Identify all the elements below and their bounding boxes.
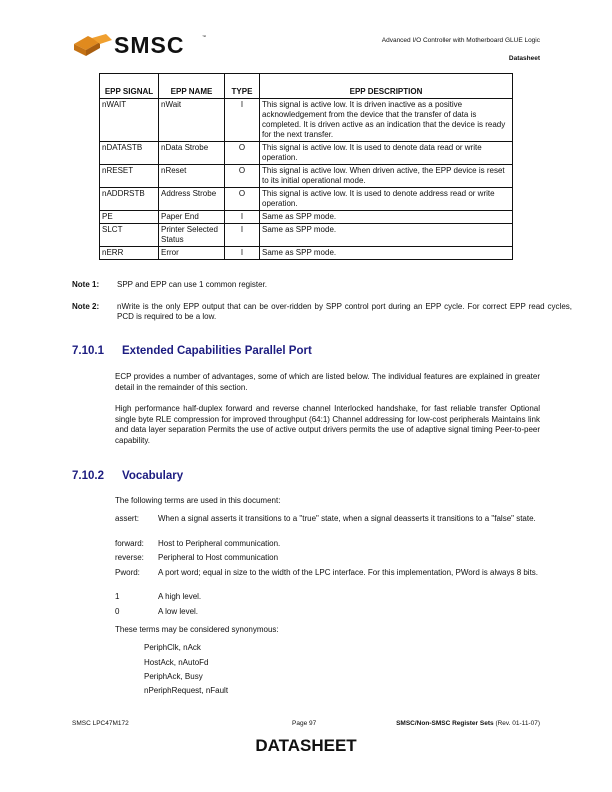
vocab-term: forward: bbox=[115, 539, 144, 548]
vocab-definition: A port word; equal in size to the width of the LPC interface. For this implementation, PWord is always 8 bits. bbox=[158, 568, 539, 577]
footer-part-number: SMSC LPC47M172 bbox=[72, 720, 129, 727]
synonym-item: HostAck, nAutoFd bbox=[144, 658, 209, 667]
footer-section: SMSC/Non-SMSC Register Sets (Rev. 01-11-07) bbox=[396, 720, 540, 727]
table-row: nADDRSTB Address Strobe O This signal is active low. It is used to denote address read or write operation. bbox=[100, 188, 513, 211]
table-header-row bbox=[100, 74, 513, 99]
epp-signal-table bbox=[99, 73, 513, 260]
synonym-item: PeriphAck, Busy bbox=[144, 672, 203, 681]
table-row: nRESET nReset O This signal is active low. When driven active, the EPP device is reset to its initial operational mode. bbox=[100, 165, 513, 188]
table-row: PE Paper End I Same as SPP mode. bbox=[100, 211, 513, 224]
synonyms-intro: These terms may be considered synonymous: bbox=[115, 625, 279, 634]
vocab-definition: A high level. bbox=[158, 592, 202, 601]
smsc-logo: SMSC ™ bbox=[74, 34, 112, 61]
ecp-features-paragraph: High performance half-duplex forward and reverse channel Interlocked handshake, for fast reliable transfer Optional single byte RLE compression for improved throughput (64:1) Channel addressing for low-cost peripherals Maintains link and data layer separation Permits the use of active output drivers permits the use of adaptive signal timing Peer-to-peer capability. bbox=[115, 404, 540, 445]
col-header: TYPE bbox=[225, 74, 260, 99]
smsc-logo-icon bbox=[74, 34, 112, 56]
vocab-term: assert: bbox=[115, 514, 140, 523]
footer-page-number: Page 97 bbox=[292, 720, 317, 727]
table-row: nWAIT nWait I This signal is active low. It is driven inactive as a positive acknowledgement from the device that the transfer of data is completed. It is driven active as an indication that the device is ready for the next transfer. bbox=[100, 99, 513, 142]
col-header: EPP DESCRIPTION bbox=[260, 74, 513, 99]
table-row: nDATASTB nData Strobe O This signal is active low. It is used to denote data read or write operation. bbox=[100, 142, 513, 165]
header-subtitle: Datasheet bbox=[508, 55, 540, 62]
table-row: SLCT Printer Selected Status I Same as SPP mode. bbox=[100, 224, 513, 247]
vocab-definition: When a signal asserts it transitions to a "true" state, when a signal deasserts it transitions to a "false" state. bbox=[158, 514, 536, 523]
table-row: nERR Error I Same as SPP mode. bbox=[100, 247, 513, 260]
vocab-term: 0 bbox=[115, 607, 120, 616]
vocab-term: Pword: bbox=[115, 568, 140, 577]
vocab-definition: Peripheral to Host communication bbox=[158, 553, 279, 562]
vocab-term: reverse: bbox=[115, 553, 144, 562]
col-header: EPP SIGNAL bbox=[100, 74, 159, 99]
vocab-definition: Host to Peripheral communication. bbox=[158, 539, 281, 548]
vocab-term: 1 bbox=[115, 592, 120, 601]
ecp-intro-paragraph: ECP provides a number of advantages, some of which are listed below. The individual features are explained in greater detail in the remainder of this section. bbox=[115, 372, 540, 392]
col-header: EPP NAME bbox=[159, 74, 225, 99]
vocab-definition: A low level. bbox=[158, 607, 199, 616]
synonym-item: PeriphClk, nAck bbox=[144, 643, 201, 652]
section-heading-7-10-1: 7.10.1 Extended Capabilities Parallel Port bbox=[72, 345, 312, 357]
vocab-intro: The following terms are used in this document: bbox=[115, 496, 281, 505]
section-heading-7-10-2: 7.10.2 Vocabulary bbox=[72, 470, 184, 482]
header-title: Advanced I/O Controller with Motherboard GLUE Logic bbox=[381, 37, 540, 44]
synonym-item: nPeriphRequest, nFault bbox=[144, 686, 229, 695]
datasheet-page: SMSC ™ Advanced I/O Controller with Motherboard GLUE Logic Datasheet EPP SIGNAL EPP NAME TYPE EPP DESCRIPTION nWAIT nWait I This signal is active low. It is driven inactive as a positive acknowledgement from the device that the transfer of data is completed. It is driven active as an indication that the device is ready for the next transfer. nDATASTB nData Strobe O This signal is active low. It is used to denote data read or write operation. nRESET nReset O This signal is active low. When driven active, the EPP device is reset to its initial operational mode. nADDRSTB Address Strobe O This signal is active low. It is used to denote address read or write operation. PE Paper End I Same as SPP mode. SLCT Printer Selected Status I Same as SPP mode. nERR Error I Same as SPP mode. Note 1: SPP and EPP can use 1 common register. Note 2: nWrite is the only EPP output that can be over-ridden by SPP control port during an EPP cycle. For correct EPP read cycles, PCD is required to be a low. 7.10.1 Extended Capabilities Parallel Port ECP provides a number of advantages, some of which are listed below. The individual features are explained in greater detail in the remainder of this section. High performance half-duplex forward and reverse channel Interlocked handshake, for fast reliable transfer Optional single byte RLE compression for improved throughput (64:1) Channel addressing for low-cost peripherals Maintains link and data layer separation Permits the use of active output drivers permits the use of adaptive signal timing Peer-to-peer capability. 7.10.2 Vocabulary The following terms are used in this document: assert: When a signal asserts it transitions to a "true" state, when a signal deasserts it transitions to a "false" state. forward: Host to Peripheral communication. reverse: Peripheral to Host communication Pword: A port word; equal in size to the width of the LPC interface. For this implementation, PWord is always 8 bits. 1 A high level. 0 A low level. These terms may be considered synonymous: PeriphClk, nAck HostAck, nAutoFd PeriphAck, Busy nPeriphRequest, nFault SMSC LPC47M172 Page 97 SMSC/Non-SMSC Register Sets (Rev. 01-11-07) DATASHEET bbox=[0, 0, 612, 792]
datasheet-banner: DATASHEET bbox=[255, 736, 357, 755]
